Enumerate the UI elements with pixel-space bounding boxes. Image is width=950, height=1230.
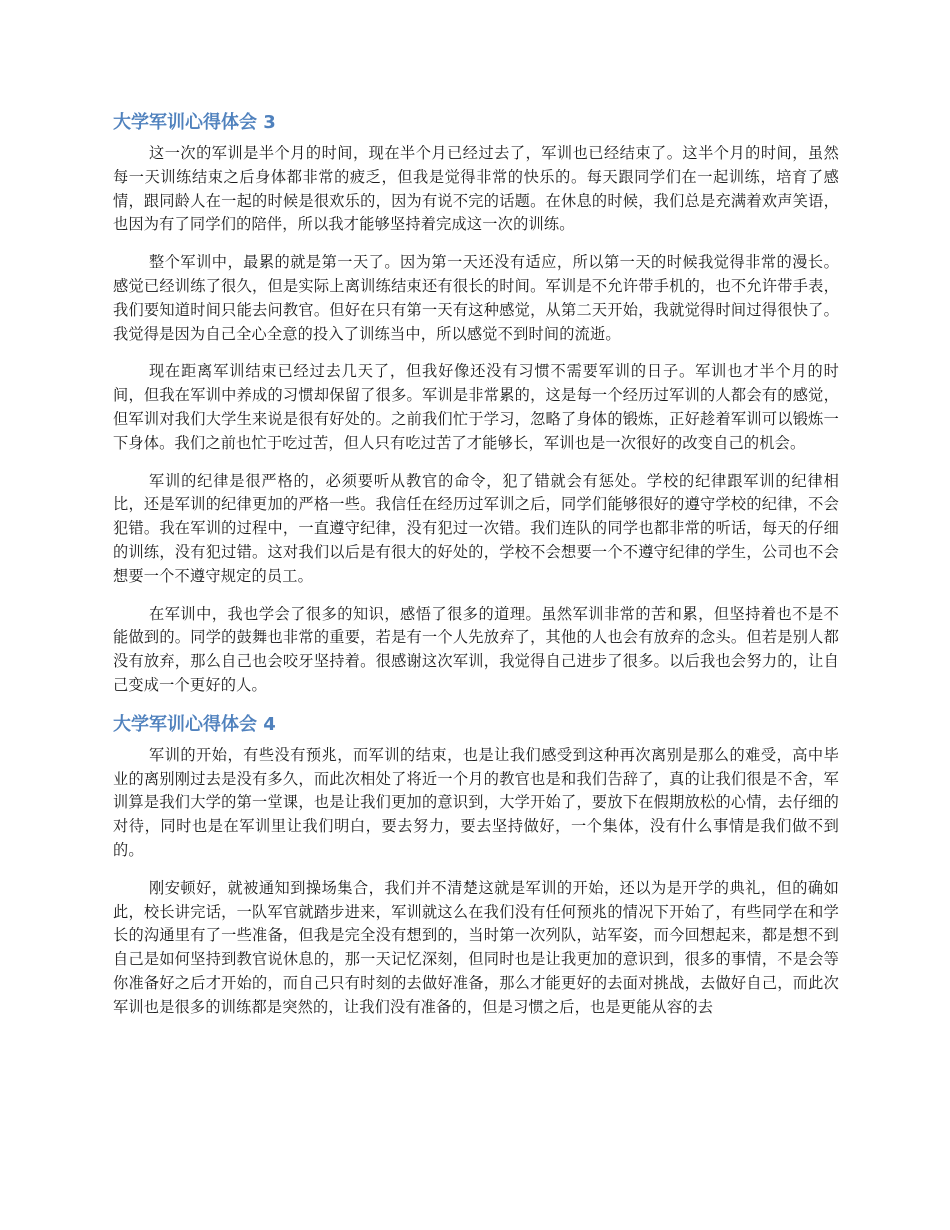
- paragraph: 军训的纪律是很严格的，必须要听从教官的命令，犯了错就会有惩处。学校的纪律跟军训的纪律相比，还是军训的纪律更加的严格一些。我信任在经历过军训之后，同学们能够很好的遵守学校的纪律，不会犯错。我在军训的过程中，一直遵守纪律，没有犯过一次错。我们连队的同学也都非常的听话，每天的仔细的训练，没有犯过错。这对我们以后是有很大的好处的，学校不会想要一个不遵守纪律的学生，公司也不会想要一个不遵守规定的员工。: [113, 471, 839, 585]
- paragraph: 整个军训中，最累的就是第一天了。因为第一天还没有适应，所以第一天的时候我觉得非常的漫长。感觉已经训练了很久，但是实际上离训练结束还有很长的时间。军训是不允许带手机的，也不允许带手表，我们要知道时间只能去问教官。但好在只有第一天有这种感觉，从第二天开始，我就觉得时间过得很快了。我觉得是因为自己全心全意的投入了训练当中，所以感觉不到时间的流逝。: [113, 253, 839, 343]
- section-heading: 大学军训心得体会 4: [113, 713, 276, 735]
- paragraph: 现在距离军训结束已经过去几天了，但我好像还没有习惯不需要军训的日子。军训也才半个月的时间，但我在军训中养成的习惯却保留了很多。军训是非常累的，这是每一个经历过军训的人都会有的感觉，但军训对我们大学生来说是很有好处的。之前我们忙于学习，忽略了身体的锻炼，正好趁着军训可以锻炼一下身体。我们之前也忙于吃过苦，但人只有吃过苦了才能够长，军训也是一次很好的改变自己的机会。: [113, 362, 839, 452]
- paragraph: 这一次的军训是半个月的时间，现在半个月已经过去了，军训也已经结束了。这半个月的时间，虽然每一天训练结束之后身体都非常的疲乏，但我是觉得非常的快乐的。每天跟同学们在一起训练，培育了感情，跟同龄人在一起的时候是很欢乐的，因为有说不完的话题。在休息的时候，我们总是充满着欢声笑语，也因为有了同学们的陪伴，所以我才能够坚持着完成这一次的训练。: [113, 144, 839, 234]
- section-3: [113, 110, 839, 698]
- paragraph: 在军训中，我也学会了很多的知识，感悟了很多的道理。虽然军训非常的苦和累，但坚持着也不是不能做到的。同学的鼓舞也非常的重要，若是有一个人先放弃了，其他的人也会有放弃的念头。但若是别人都没有放弃，那么自己也会咬牙坚持着。很感谢这次军训，我觉得自己进步了很多。以后我也会努力的，让自己变成一个更好的人。: [113, 604, 839, 694]
- section-heading: 大学军训心得体会 3: [113, 112, 276, 133]
- paragraph: 军训的开始，有些没有预兆，而军训的结束，也是让我们感受到这种再次离别是那么的难受，高中毕业的离别刚过去是没有多久，而此次相处了将近一个月的教官也是和我们告辞了，真的让我们很是不舍，军训算是我们大学的第一堂课，也是让我们更加的意识到，大学开始了，要放下在假期放松的心情，去仔细的对待，同时也是在军训里让我们明白，要去努力，要去坚持做好，一个集体，没有什么事情是我们做不到的。: [113, 745, 839, 859]
- paragraph: 刚安顿好，就被通知到操场集合，我们并不清楚这就是军训的开始，还以为是开学的典礼，但的确如此，校长讲完话，一队军官就踏步进来，军训就这么在我们没有任何预兆的情况下开始了，有些同学在和学长的沟通里有了一些准备，但我是完全没有想到的，当时第一次列队，站军姿，而今回想起来，都是想不到自己是如何坚持到教官说休息的，那一天记忆深刻，但同时也是让我更加的意识到，很多的事情，不是会等你准备好之后才开始的，而自己只有时刻的去做好准备，那么才能更好的去面对挑战，去做好自己，而此次军训也是很多的训练都是突然的，让我们没有准备的，但是习惯之后，也是更能从容的去: [113, 878, 839, 1016]
- document-page: [113, 110, 839, 1034]
- section-4: [113, 712, 839, 1020]
